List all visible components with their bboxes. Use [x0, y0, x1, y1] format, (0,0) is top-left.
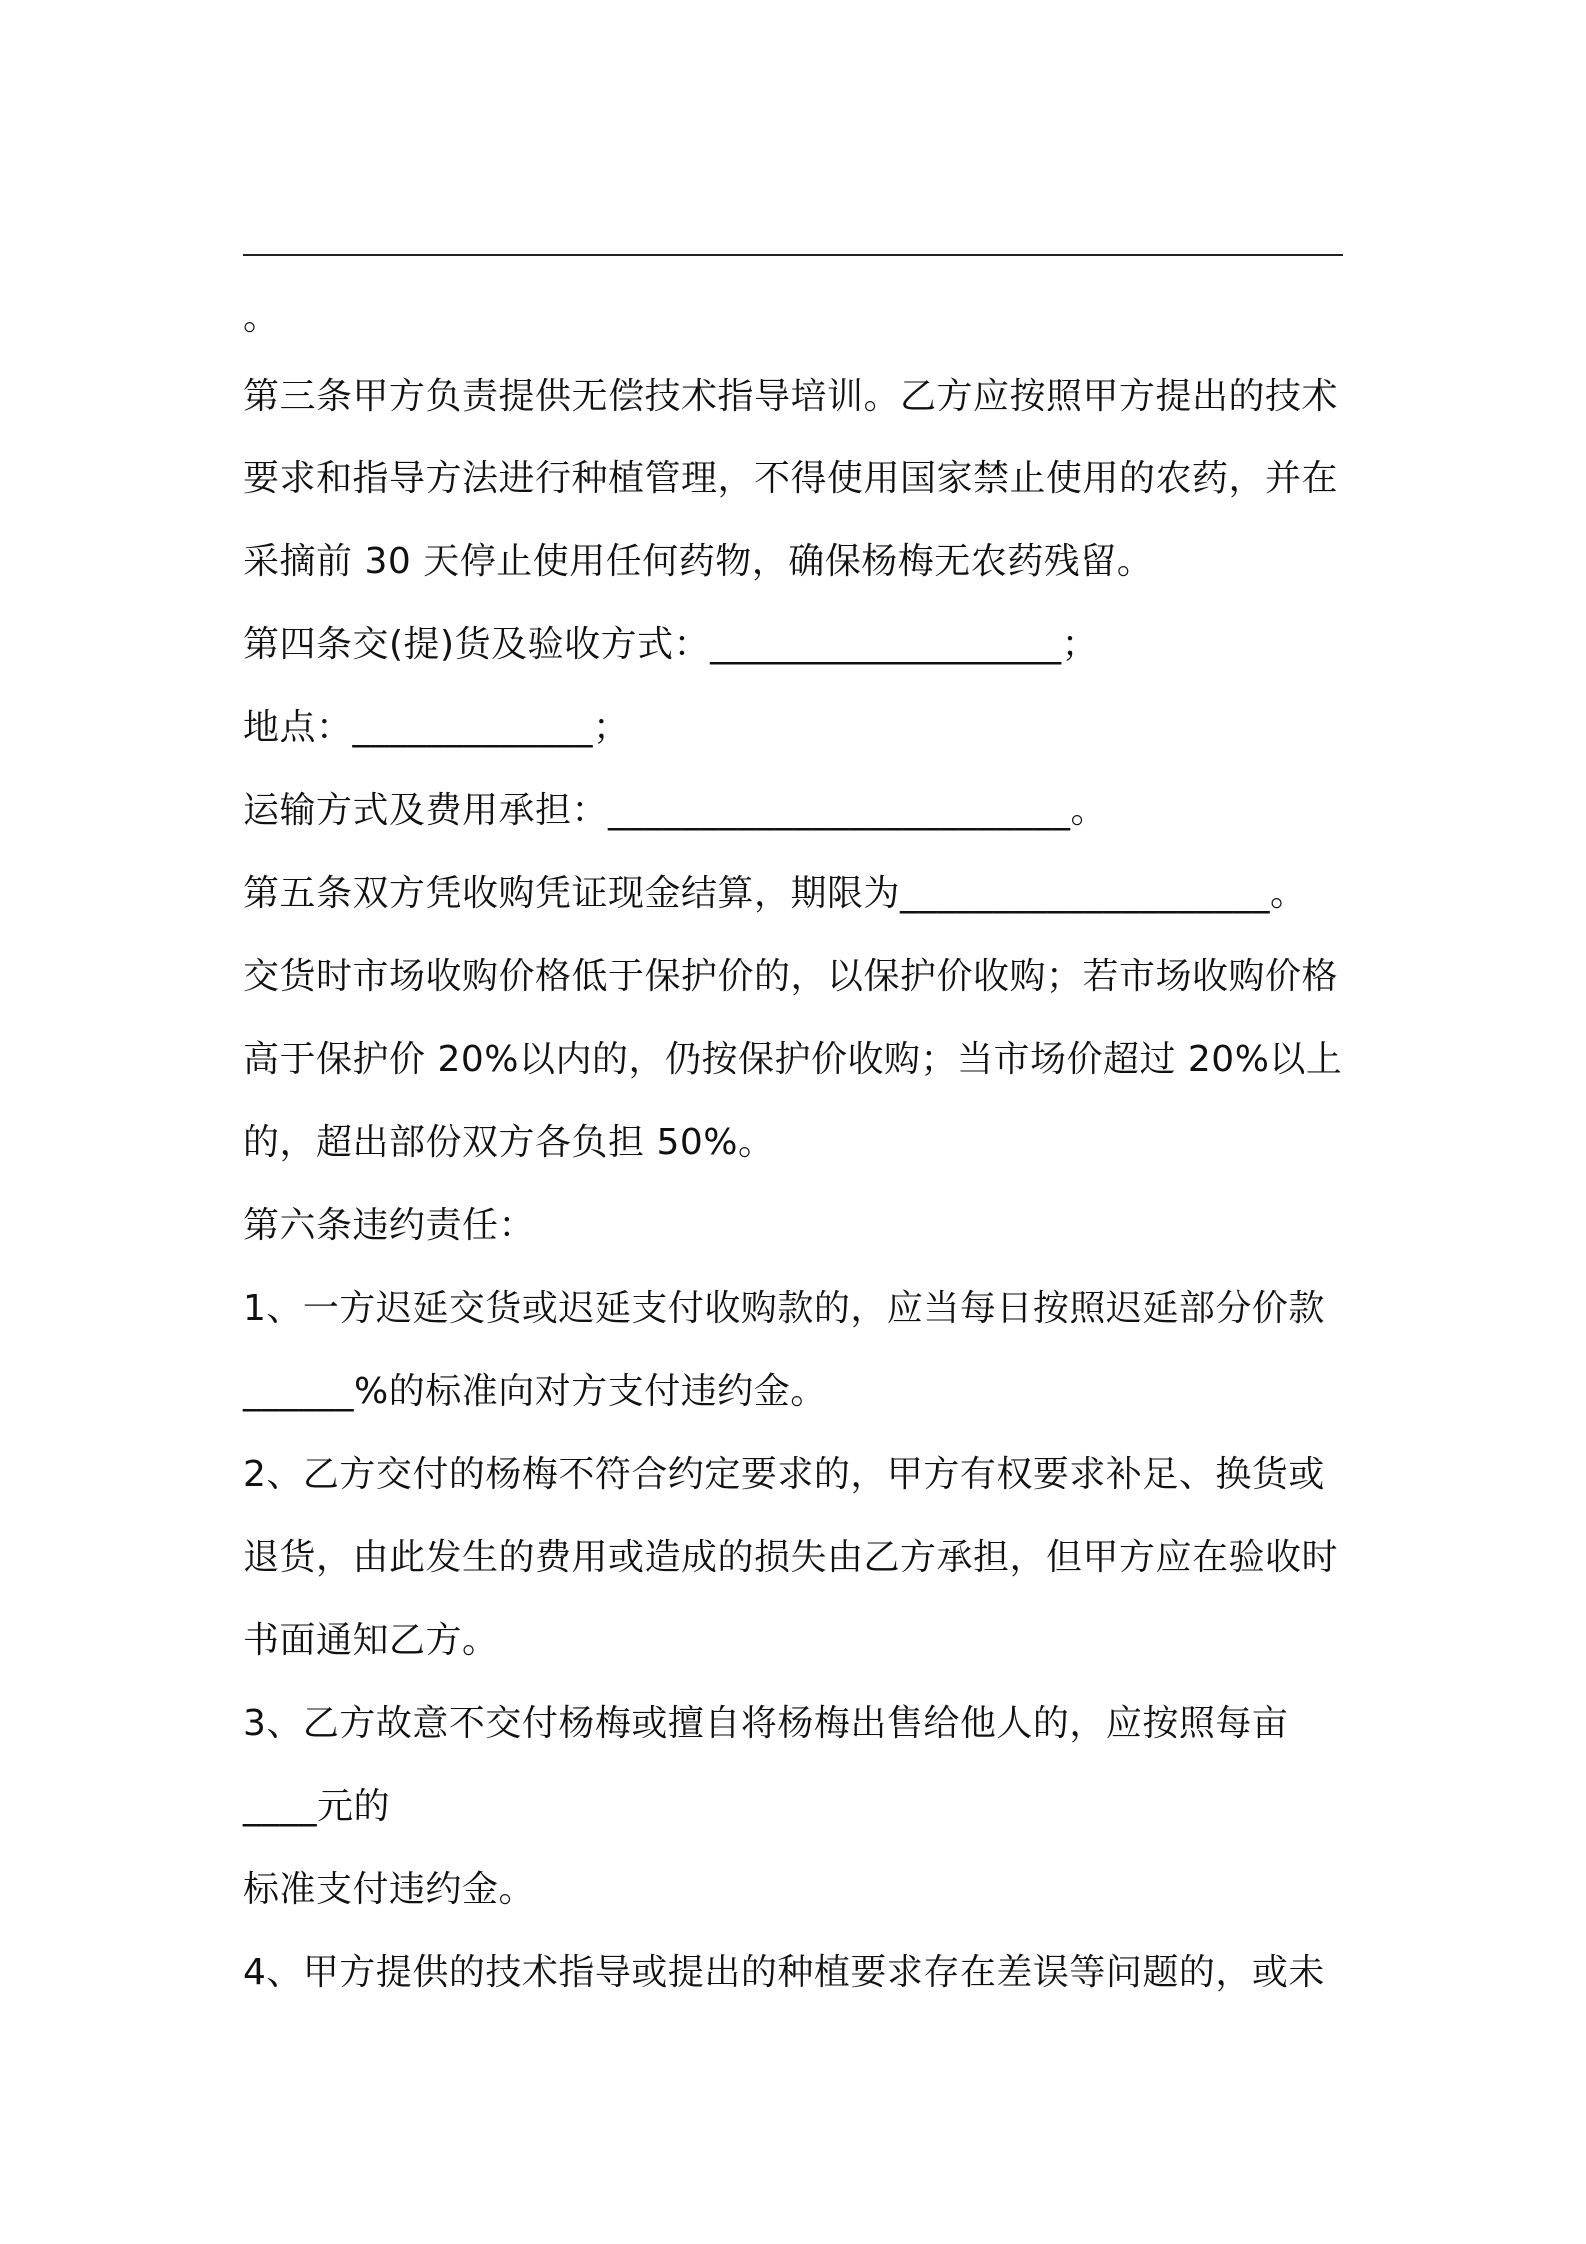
text-line-clause-3-b: ____元的 [243, 1786, 391, 1827]
text-line-article-6-heading: 第六条违约责任： [243, 1205, 536, 1246]
text-line-period: 。 [243, 297, 280, 338]
text-line-article-5-a: 第五条双方凭收购凭证现金结算，期限为____________________。 [243, 873, 1307, 914]
text-line-clause-2-a: 2、乙方交付的杨梅不符合约定要求的，甲方有权要求补足、换货或 [243, 1454, 1325, 1495]
text-line-article-3-c: 采摘前 30 天停止使用任何药物，确保杨梅无农药残留。 [243, 541, 1154, 582]
text-line-article-3-b: 要求和指导方法进行种植管理，不得使用国家禁止使用的农药，并在 [243, 458, 1339, 499]
text-line-clause-2-b: 退货，由此发生的费用或造成的损失由乙方承担，但甲方应在验收时 [243, 1537, 1339, 1578]
text-line-clause-1-b: ______%的标准向对方支付违约金。 [243, 1371, 827, 1412]
text-line-clause-4-a: 4、甲方提供的技术指导或提出的种植要求存在差误等问题的，或未 [243, 1952, 1325, 1993]
top-blank-rule [243, 254, 1343, 256]
text-line-clause-1-a: 1、一方迟延交货或迟延支付收购款的，应当每日按照迟延部分价款 [243, 1288, 1325, 1329]
text-line-clause-3-c: 标准支付违约金。 [243, 1869, 536, 1910]
text-line-location: 地点：_____________； [243, 707, 630, 748]
text-line-clause-3-a: 3、乙方故意不交付杨梅或擅自将杨梅出售给他人的，应按照每亩 [243, 1703, 1289, 1744]
text-line-transport: 运输方式及费用承担：_________________________。 [243, 790, 1108, 831]
text-line-article-3-a: 第三条甲方负责提供无偿技术指导培训。乙方应按照甲方提出的技术 [243, 376, 1339, 417]
text-line-article-5-c: 高于保护价 20%以内的，仍按保护价收购；当市场价超过 20%以上 [243, 1039, 1343, 1080]
text-line-article-5-d: 的，超出部份双方各负担 50%。 [243, 1122, 775, 1163]
text-line-clause-2-c: 书面通知乙方。 [243, 1620, 499, 1661]
text-line-article-4: 第四条交(提)货及验收方式：___________________； [243, 624, 1099, 665]
text-line-article-5-b: 交货时市场收购价格低于保护价的，以保护价收购；若市场收购价格 [243, 956, 1339, 997]
